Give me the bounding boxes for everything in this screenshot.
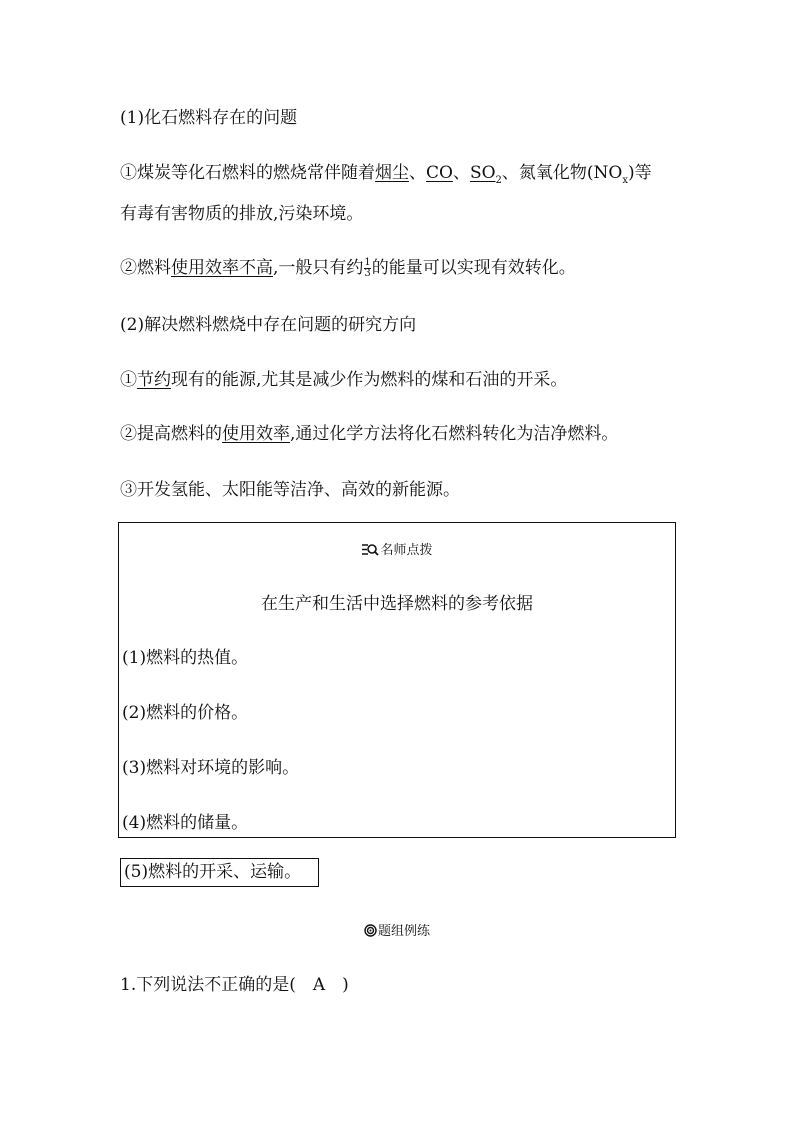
exercise-header-label: 题组例练	[377, 924, 430, 939]
text: ①煤炭等化石燃料的燃烧常伴随着	[120, 163, 375, 183]
section2-item2	[120, 423, 618, 445]
underlined-term: 使用效率	[222, 424, 290, 444]
target-icon	[364, 924, 377, 937]
section2-item1	[120, 369, 567, 391]
subscript: x	[622, 175, 629, 186]
text: 、	[409, 163, 426, 183]
underlined-term	[469, 163, 502, 186]
text: 、氮氧化物(NO	[501, 163, 623, 183]
text: 现有的能源,尤其是减少作为燃料的煤和石油的开采。	[171, 370, 568, 390]
exercise-header	[0, 920, 794, 939]
text: ,通过化学方法将化石燃料转化为洁净燃料。	[290, 424, 619, 444]
text: ①	[120, 370, 137, 390]
extra-tip-item: (5)燃料的开采、运输。	[120, 858, 319, 887]
fraction-denominator: 3	[364, 268, 371, 279]
tip-item-4: (4)燃料的储量。	[122, 813, 249, 833]
text: 、	[452, 163, 470, 183]
underlined-term: 烟尘	[375, 163, 409, 183]
fraction	[364, 258, 370, 279]
text: SO	[469, 163, 496, 183]
tip-item-2: (2)燃料的价格。	[122, 703, 249, 723]
text: )等	[628, 163, 652, 183]
subscript: 2	[495, 175, 502, 186]
section2-item3: ③开发氢能、太阳能等洁净、高效的新能源。	[120, 480, 460, 500]
section1-item2	[120, 257, 576, 279]
fraction-numerator: 1	[364, 257, 371, 268]
underlined-term: 使用效率不高	[171, 258, 273, 278]
text: ②燃料	[120, 258, 171, 278]
question-1: 1.下列说法不正确的是( A )	[120, 975, 349, 995]
teacher-tip-icon	[361, 543, 379, 556]
tip-box	[118, 522, 676, 838]
tip-box-title: 在生产和生活中选择燃料的参考依据	[261, 594, 533, 614]
tip-box-header-label: 名师点拨	[380, 543, 433, 558]
section1-item1-line1	[120, 162, 652, 187]
tip-item-3: (3)燃料对环境的影响。	[122, 758, 300, 778]
text: ,一般只有约	[273, 258, 364, 278]
heading-section2: (2)解决燃料燃烧中存在问题的研究方向	[120, 315, 417, 335]
text: 的能量可以实现有效转化。	[371, 258, 576, 278]
tip-item-1: (1)燃料的热值。	[122, 648, 249, 668]
heading-section1: (1)化石燃料存在的问题	[120, 108, 298, 128]
underlined-term: CO	[426, 163, 453, 183]
underlined-term: 节约	[137, 370, 171, 390]
text: ②提高燃料的	[120, 424, 222, 444]
tip-box-header	[119, 539, 675, 558]
section1-item1-line2: 有毒有害物质的排放,污染环境。	[120, 204, 364, 224]
